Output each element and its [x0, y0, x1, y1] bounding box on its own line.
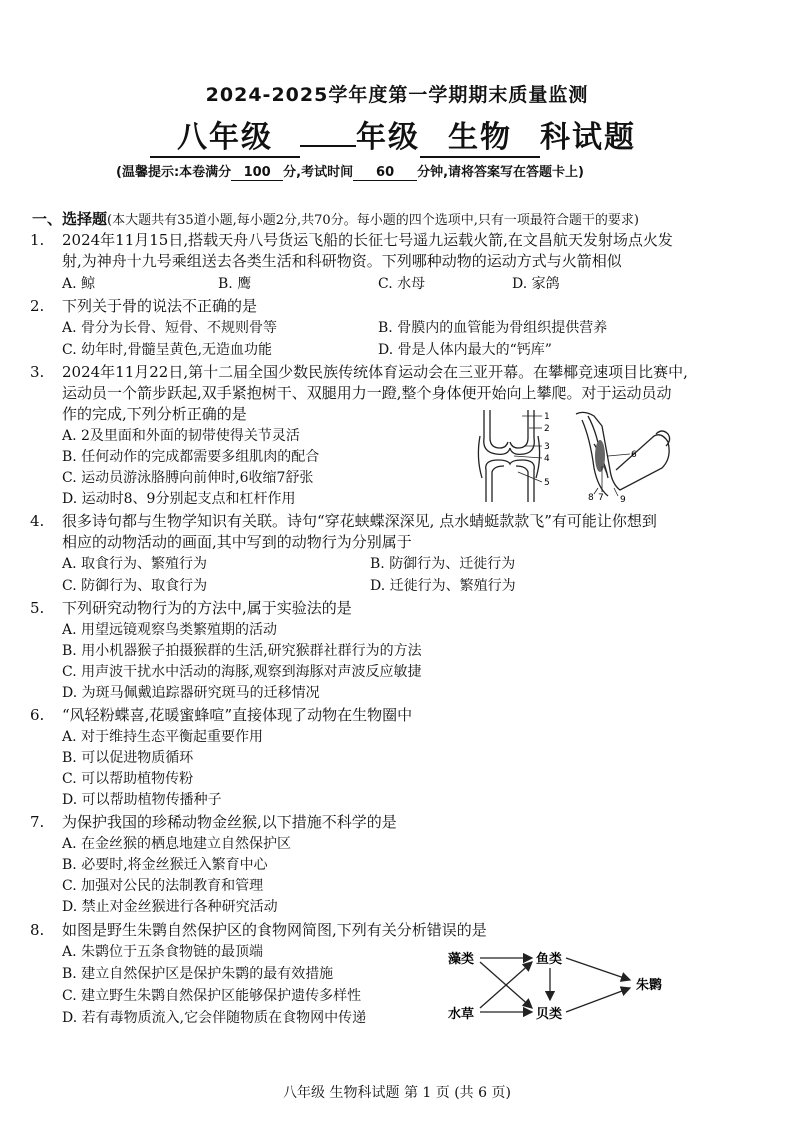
option[interactable]: A. 鲸 — [62, 276, 96, 292]
section-note: (本大题共有35道小题,每小题2分,共70分。每小题的四个选项中,只有一项最符合题干的要求) — [107, 213, 639, 228]
option[interactable]: D. 运动时8、9分别起支点和杠杆作用 — [62, 491, 296, 507]
arm-diagram — [572, 408, 682, 504]
option[interactable]: A. 对于维持生态平衡起重要作用 — [62, 729, 264, 745]
option[interactable]: C. 防御行为、取食行为 — [62, 578, 208, 594]
subject-blank: 生物 — [420, 112, 540, 158]
question-line: 相应的动物活动的画面,其中写到的动物行为分别属于 — [62, 533, 412, 551]
question-line: “风轻粉蝶喜,花暖蜜蜂喧”直接体现了动物在生物圈中 — [62, 706, 413, 724]
option[interactable]: A. 朱鹮位于五条食物链的最顶端 — [62, 944, 264, 960]
food-web-node: 鱼类 — [536, 952, 563, 967]
section-label: 一、选择题 — [32, 210, 108, 228]
question-line: 运动员一个箭步跃起,双手紧抱树干、双腿用力一蹬,整个身体便开始向上攀爬。对于运动员动 — [62, 384, 672, 402]
option[interactable]: C. 幼年时,骨髓呈黄色,无造血功能 — [62, 342, 273, 358]
food-web-node: 藻类 — [448, 952, 475, 967]
question-8: 8. 如图是野生朱鹮自然保护区的食物网简图,下列有关分析错误的是 — [30, 921, 487, 939]
subject-word: 科试题 — [540, 120, 636, 155]
option[interactable]: B. 建立自然保护区是保护朱鹮的最有效措施 — [62, 966, 334, 982]
question-line: 下列研究动物行为的方法中,属于实验法的是 — [62, 599, 352, 617]
option[interactable]: D. 若有毒物质流入,它会伴随物质在食物网中传递 — [62, 1010, 367, 1026]
option[interactable]: C. 可以帮助植物传粉 — [62, 771, 194, 787]
option[interactable]: D. 禁止对金丝猴进行各种研究活动 — [62, 899, 278, 915]
option[interactable]: B. 鹰 — [218, 276, 252, 292]
exam-subtitle — [150, 112, 636, 158]
question-line: 为保护我国的珍稀动物金丝猴,以下措施不科学的是 — [62, 813, 397, 831]
option[interactable]: C. 加强对公民的法制教育和管理 — [62, 878, 264, 894]
option[interactable]: B. 任何动作的完成都需要多组肌肉的配合 — [62, 449, 320, 465]
arm-label: 9 — [620, 495, 626, 504]
option[interactable]: D. 迁徙行为、繁殖行为 — [370, 578, 516, 594]
food-web-node: 水草 — [448, 1007, 475, 1022]
question-5: 5. 下列研究动物行为的方法中,属于实验法的是 — [30, 599, 352, 617]
option[interactable]: C. 用声波干扰水中活动的海豚,观察到海豚对声波反应敏捷 — [62, 664, 422, 680]
option[interactable]: D. 可以帮助植物传播种子 — [62, 792, 222, 808]
option[interactable]: B. 用小机器猴子拍摄猴群的生活,研究猴群社群行为的方法 — [62, 643, 422, 659]
option[interactable]: B. 必要时,将金丝猴迁入繁育中心 — [62, 857, 268, 873]
option[interactable]: A. 用望远镜观察鸟类繁殖期的活动 — [62, 622, 278, 638]
option[interactable]: B. 防御行为、迁徙行为 — [370, 556, 516, 572]
exam-title: 2024-2025学年度第一学期期末质量监测 — [205, 84, 589, 106]
arm-label: 6 — [631, 450, 637, 460]
question-line: 如图是野生朱鹮自然保护区的食物网简图,下列有关分析错误的是 — [62, 921, 487, 939]
option[interactable]: B. 骨膜内的血管能为骨组织提供营养 — [378, 320, 608, 336]
question-2: 2. 下列关于骨的说法不正确的是 — [30, 297, 258, 315]
option[interactable]: A. 取食行为、繁殖行为 — [62, 556, 208, 572]
option[interactable]: C. 建立野生朱鹮自然保护区能够保护遗传多样性 — [62, 988, 362, 1004]
option[interactable]: A. 骨分为长骨、短骨、不规则骨等 — [62, 320, 278, 336]
joint-label: 1 — [544, 412, 550, 422]
joint-label: 3 — [544, 442, 550, 452]
question-line: 2024年11月22日,第十二届全国少数民族传统体育运动会在三亚开幕。在攀椰竞速项目比赛中, — [62, 363, 688, 381]
food-web-diagram — [440, 944, 680, 1028]
grade-blank: 八年级 — [150, 112, 300, 158]
question-3: 3. 2024年11月22日,第十二届全国少数民族传统体育运动会在三亚开幕。在攀椰竞速项目比赛中, 运动员一个箭步跃起,双手紧抱树干、双腿用力一蹬,整个身体便开始向上攀爬。对于运动员动 作的完成,下列分析正确的是 — [30, 363, 688, 423]
option[interactable]: D. 为斑马佩戴追踪器研究斑马的迁移情况 — [62, 685, 320, 701]
question-4: 4. 很多诗句都与生物学知识有关联。诗句“穿花蛱蝶深深见, 点水蜻蜓款款飞”有可能让你想到 相应的动物活动的画面,其中写到的动物行为分别属于 — [30, 512, 657, 551]
question-7: 7. 为保护我国的珍稀动物金丝猴,以下措施不科学的是 — [30, 813, 397, 831]
arm-label: 8 — [588, 493, 594, 503]
option[interactable]: C. 运动员游泳胳膊向前伸时,6收缩7舒张 — [62, 470, 314, 486]
question-line: 下列关于骨的说法不正确的是 — [62, 297, 258, 315]
page-footer: 八年级 生物科试题 第 1 页 (共 6 页) — [283, 1085, 511, 1101]
joint-label: 2 — [544, 424, 550, 434]
joint-diagram — [474, 408, 564, 504]
option[interactable]: B. 可以促进物质循环 — [62, 750, 194, 766]
grade-word: 年级 — [356, 120, 420, 155]
question-line: 2024年11月15日,搭载天舟八号货运飞船的长征七号遥九运载火箭,在文昌航天发射场点火发 — [62, 231, 673, 249]
option[interactable]: A. 2及里面和外面的韧带使得关节灵活 — [62, 428, 300, 444]
option[interactable]: A. 在金丝猴的栖息地建立自然保护区 — [62, 836, 292, 852]
exam-tip: (温馨提示:本卷满分 100 分,考试时间 60 分钟,请将答案写在答题卡上) — [116, 165, 584, 180]
question-line: 作的完成,下列分析正确的是 — [62, 405, 247, 423]
joint-label: 5 — [544, 478, 550, 488]
full-score: 100 — [231, 165, 283, 181]
exam-duration: 60 — [353, 165, 417, 181]
option[interactable]: D. 家鸽 — [512, 276, 560, 292]
arm-label: 7 — [598, 493, 604, 503]
section-heading — [32, 208, 639, 229]
option[interactable]: C. 水母 — [378, 276, 426, 292]
question-6: 6. “风轻粉蝶喜,花暖蜜蜂喧”直接体现了动物在生物圈中 — [30, 706, 413, 724]
food-web-node: 贝类 — [536, 1007, 563, 1022]
option[interactable]: D. 骨是人体内最大的“钙库” — [378, 342, 552, 358]
food-web-node: 朱鹮 — [636, 978, 663, 993]
question-line: 射,为神舟十九号乘组送去各类生活和科研物资。下列哪种动物的运动方式与火箭相似 — [62, 252, 622, 270]
joint-label: 4 — [544, 454, 550, 464]
question-1: 1. 2024年11月15日,搭载天舟八号货运飞船的长征七号遥九运载火箭,在文昌航天发射场点火发 射,为神舟十九号乘组送去各类生活和科研物资。下列哪种动物的运动方式与火箭相似 — [30, 231, 673, 270]
question-line: 很多诗句都与生物学知识有关联。诗句“穿花蛱蝶深深见, 点水蜻蜓款款飞”有可能让你想到 — [62, 512, 657, 530]
